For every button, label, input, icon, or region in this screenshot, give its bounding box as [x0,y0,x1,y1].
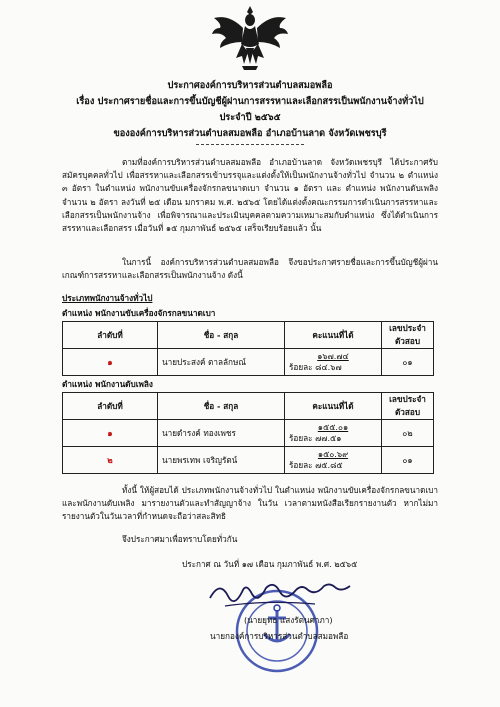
col-exam-no: เลขประจำตัวสอบ [382,393,434,420]
col-name: ชื่อ - สกุล [158,393,285,420]
row-order: ๒ [63,447,158,474]
announce-date: ประกาศ ณ วันที่ ๑๗ เดือน กุมภาพันธ์ พ.ศ. ๒๕๖๕ [182,559,358,569]
row-order: ๑ [63,420,158,447]
row-name: นายพรเทพ เจริญรัตน์ [158,447,285,474]
garuda-emblem [212,4,288,76]
signer-title: นายกองค์การบริหารส่วนตำบลสมอพลือ [210,631,349,641]
table-row [63,349,434,376]
row-exam-no: ๐๑ [382,349,434,376]
col-order: ลำดับที่ [63,322,158,349]
paragraph-announcement: ในการนี้ องค์การบริหารส่วนตำบลสมอพลือ จึงขอประกาศรายชื่อและการขึ้นบัญชีผู้ผ่านเกณฑ์การสรรหาและเลือกสรรเป็นพนักงานจ้าง ดังนี้ [62,257,438,281]
col-order: ลำดับที่ [63,393,158,420]
score-value: ๑๖๗.๗๔ [317,351,349,361]
table-header-row [63,393,434,420]
row-name: นายประสงค์ ตาลลักษณ์ [158,349,285,376]
col-name: ชื่อ - สกุล [158,322,285,349]
score-percent: ร้อยละ ๗๕.๘๕ [289,460,343,470]
row-name: นายดำรงค์ ทองเพชร [158,420,285,447]
paragraph-reporting: ทั้งนี้ ให้ผู้สอบได้ ประเภทพนักงานจ้างทั่วไป ในตำแหน่ง พนักงานขับเครื่องจักรกลขนาดเบา และพนักงานดับเพลิง มารายงานตัวและทำสัญญาจ้าง ในวัน เวลาตามหนังสือเรียกรายงานตัว หากไม่มารายงานตัวในวันเวลาที่กำหนดจะถือว่าสละสิทธิ [62,485,438,522]
position1-table [62,321,434,376]
position1-title: ตำแหน่ง พนักงานขับเครื่องจักรกลขนาดเบา [62,308,216,318]
row-order: ๑ [63,349,158,376]
row-exam-no: ๐๑ [382,447,434,474]
score-percent: ร้อยละ ๘๔.๖๗ [289,362,342,372]
score-value: ๑๕๐.๖๙ [317,449,349,459]
announcement-title: ประกาศองค์การบริหารส่วนตำบลสมอพลือ [167,80,333,91]
table-row [63,420,434,447]
row-score [285,447,382,474]
score-percent: ร้อยละ ๗๗.๕๑ [289,433,342,443]
col-score: คะแนนที่ได้ [285,393,382,420]
divider [196,144,304,145]
position2-table [62,392,434,474]
signature [205,578,355,614]
table-header-row [63,322,434,349]
signer-name: (นายยุทธ แสงรัตนศาภา) [244,615,333,625]
paragraph-background: ตามที่องค์การบริหารส่วนตำบลสมอพลือ อำเภอบ้านลาด จังหวัดเพชรบุรี ได้ประกาศรับสมัครบุคคลทั่วไป เพื่อสรรหาและเลือกสรรเข้าบรรจุและแต่งตั้งให้เป็นพนักงานจ้างทั่วไป จำนวน ๒ ตำแหน่ง ๓ อัตรา ในตำแหน่ง พนักงานขับเครื่องจักรกลขนาดเบา จำนวน ๑ อัตรา และ ตำแหน่ง พนักงานดับเพลิง จำนวน ๒ อัตรา ลงวันที่ ๒๕ เดือน มกราคม พ.ศ. ๒๕๖๕ โดยได้แต่งตั้งคณะกรรมการดำเนินการสรรหาและเลือกสรรเป็นพนักงานจ้าง เพื่อพิจารณาและประเมินบุคคลตามความเหมาะสมกับตำแหน่ง ซึ่งได้ดำเนินการสรรหาและเลือกสรร เมื่อวันที่ ๑๕ กุมภาพันธ์ ๒๕๖๕ เสร็จเรียบร้อยแล้ว นั้น [62,157,438,234]
col-score: คะแนนที่ได้ [285,322,382,349]
row-exam-no: ๐๒ [382,420,434,447]
table-row [63,447,434,474]
row-score [285,420,382,447]
position2-title: ตำแหน่ง พนักงานดับเพลิง [62,379,153,389]
announcement-subject: เรื่อง ประกาศรายชื่อและการขึ้นบัญชีผู้ผ่านการสรรหาและเลือกสรรเป็นพนักงานจ้างทั่วไป [76,96,424,107]
row-score [285,349,382,376]
paragraph-closing: จึงประกาศมาเพื่อทราบโดยทั่วกัน [122,534,238,544]
announcement-organization: ขององค์การบริหารส่วนตำบลสมอพลือ อำเภอบ้านลาด จังหวัดเพชรบุรี [113,128,387,139]
announcement-year: ประจำปี ๒๕๖๕ [219,112,281,123]
section-title: ประเภทพนักงานจ้างทั่วไป [62,293,153,303]
score-value: ๑๕๕.๐๑ [317,422,349,432]
col-exam-no: เลขประจำตัวสอบ [382,322,434,349]
